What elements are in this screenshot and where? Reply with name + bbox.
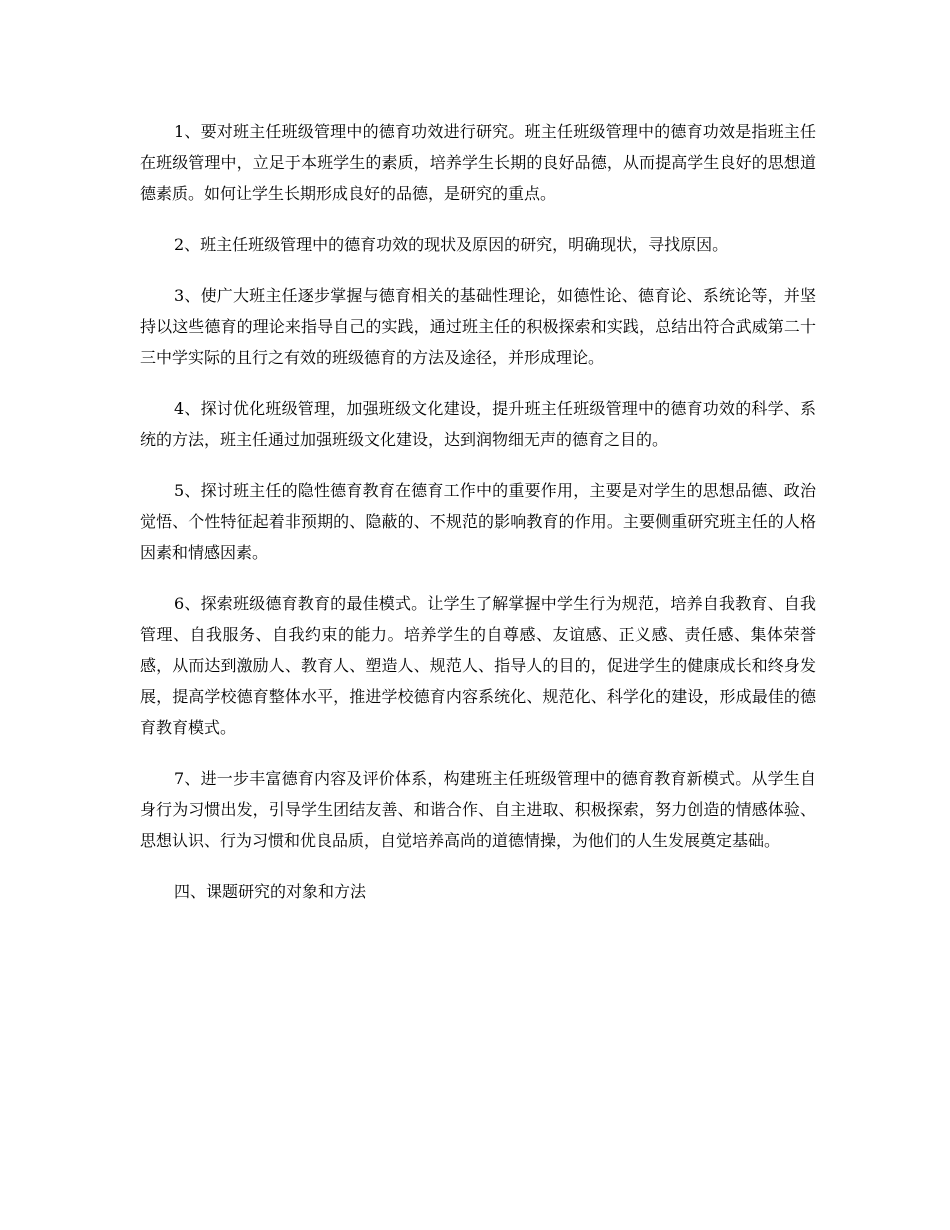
section-heading: 四、课题研究的对象和方法 xyxy=(174,882,367,901)
paragraph-item-5: 5、探讨班主任的隐性德育教育在德育工作中的重要作用，主要是对学生的思想品德、政治觉悟、个性特征起着非预期的、隐蔽的、不规范的影响教育的作用。主要侧重研究班主任的人格因素和情感因素。 xyxy=(140,481,816,562)
paragraph-item-1: 1、要对班主任班级管理中的德育功效进行研究。班主任班级管理中的德育功效是指班主任在班级管理中，立足于本班学生的素质，培养学生长期的良好品德，从而提高学生良好的思想道德素质。如何让学生长期形成良好的品德，是研究的重点。 xyxy=(140,122,816,203)
paragraph-item-6: 6、探索班级德育教育的最佳模式。让学生了解掌握中学生行为规范，培养自我教育、自我管理、自我服务、自我约束的能力。培养学生的自尊感、友谊感、正义感、责任感、集体荣誉感，从而达到激励人、教育人、塑造人、规范人、指导人的目的，促进学生的健康成长和终身发展，提高学校德育整体水平，推进学校德育内容系统化、规范化、科学化的建设，形成最佳的德育教育模式。 xyxy=(140,594,816,737)
paragraph-item-3: 3、使广大班主任逐步掌握与德育相关的基础性理论，如德性论、德育论、系统论等，并坚持以这些德育的理论来指导自己的实践，通过班主任的积极探索和实践，总结出符合武威第二十三中学实际的且行之有效的班级德育的方法及途径，并形成理论。 xyxy=(140,286,816,367)
document-body xyxy=(140,116,816,927)
paragraph-item-4: 4、探讨优化班级管理，加强班级文化建设，提升班主任班级管理中的德育功效的科学、系统的方法，班主任通过加强班级文化建设，达到润物细无声的德育之目的。 xyxy=(140,399,816,449)
paragraph-item-2: 2、班主任班级管理中的德育功效的现状及原因的研究，明确现状，寻找原因。 xyxy=(174,235,729,254)
paragraph-item-7: 7、进一步丰富德育内容及评价体系，构建班主任班级管理中的德育教育新模式。从学生自身行为习惯出发，引导学生团结友善、和谐合作、自主进取、积极探索，努力创造的情感体验、思想认识、行为习惯和优良品质，自觉培养高尚的道德情操，为他们的人生发展奠定基础。 xyxy=(140,769,816,850)
